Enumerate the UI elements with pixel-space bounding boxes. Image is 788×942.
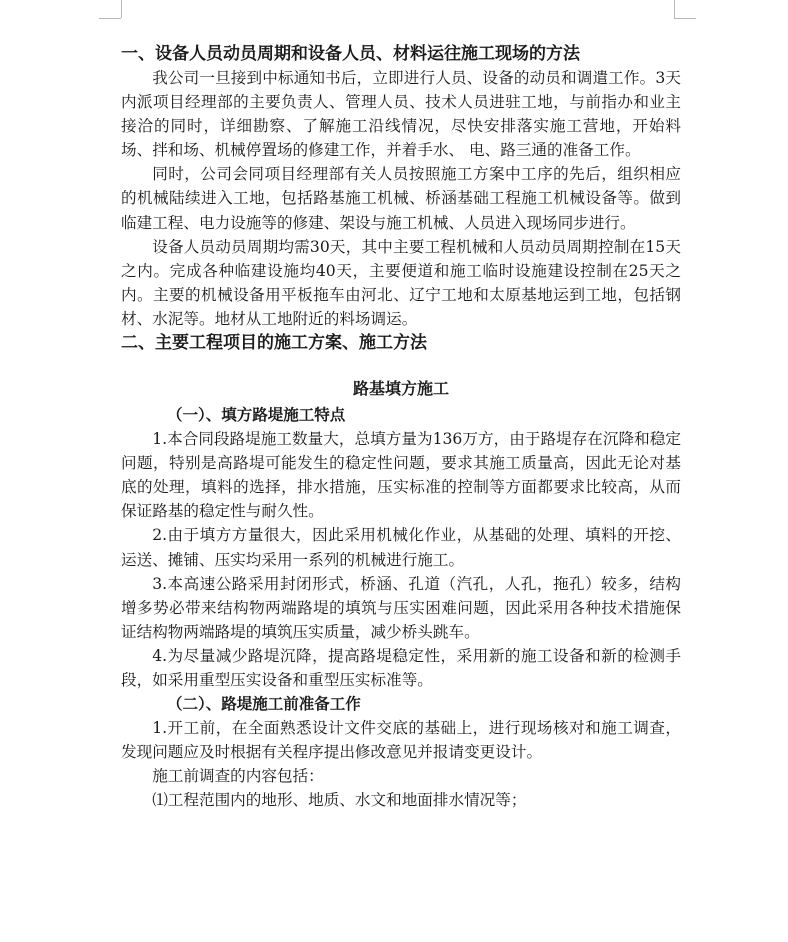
section2-subtitle: 路基填方施工 (352, 379, 449, 399)
subsection1-heading: （一）、填方路堤施工特点 (167, 406, 346, 425)
subsection2-heading: （二）、路堤施工前准备工作 (167, 695, 361, 714)
crop-mark-top-left (121, 0, 122, 18)
subsection2-paragraph: 施工前调查的内容包括： (152, 767, 324, 786)
subsection1-paragraph: 2.由于填方方量很大，因此采用机械化作业，从基础的处理、填料的开挖、运送、摊铺、压实均采用一系列的机械进行施工。 (121, 526, 681, 569)
subsection1-paragraph: 3.本高速公路采用封闭形式，桥涵、孔道（汽孔，人孔，拖孔）较多，结构增多势必带来结构物两端路堤的填筑与压实困难问题，因此采用各种技术措施保证结构物两端路堤的填筑压实质量，减少桥头跳车。 (121, 574, 681, 641)
section1-paragraph: 设备人员动员周期均需30天，其中主要工程机械和人员动员周期控制在15天之内。完成各种临建设施均40天，主要便道和施工临时设施建设控制在25天之内。主要的机械设备用平板拖车由河北、辽宁工地和太原基地运到工地，包括钢材、水泥等。地材从工地附近的料场调运。 (121, 237, 681, 328)
subsection2-paragraph: 1.开工前，在全面熟悉设计文件交底的基础上，进行现场核对和施工调查，发现问题应及时根据有关程序提出修改意见并报请变更设计。 (121, 719, 681, 762)
section1-heading: 一、设备人员动员周期和设备人员、材料运往施工现场的方法 (121, 44, 580, 64)
subsection1-paragraph: 1.本合同段路堤施工数量大，总填方量为136万方，由于路堤存在沉降和稳定问题，特别是高路堤可能发生的稳定性问题，要求其施工质量高，因此无论对基底的处理，填料的选择，排水措施，压实标准的控制等方面都要求比较高，从而保证路基的稳定性与耐久性。 (121, 430, 681, 521)
section1-paragraph: 同时，公司会同项目经理部有关人员按照施工方案中工序的先后，组织相应的机械陆续进入工地，包括路基施工机械、桥涵基础工程施工机械设备等。做到临建工程、电力设施等的修建、架设与施工机械、人员进入现场同步进行。 (121, 165, 681, 232)
section2-heading: 二、主要工程项目的施工方案、施工方法 (121, 333, 427, 354)
crop-mark-top-right (674, 0, 675, 18)
section1-paragraph: 我公司一旦接到中标通知书后，立即进行人员、设备的动员和调遣工作。3天内派项目经理部的主要负责人、管理人员、技术人员进驻工地，与前指办和业主接洽的同时，详细勘察、了解施工沿线情况，尽快安排落实施工营地，开始料场、拌和场、机械停置场的修建工作，并着手水、 电、路三通的准备工作。 (121, 69, 681, 160)
crop-mark-top-right-horizontal (674, 18, 696, 19)
subsection2-paragraph: ⑴工程范围内的地形、地质、水文和地面排水情况等； (152, 791, 527, 810)
subsection1-paragraph: 4.为尽量减少路堤沉降，提高路堤稳定性，采用新的施工设备和新的检测手段，如采用重型压实设备和重型压实标准等。 (121, 646, 681, 689)
document-body (121, 42, 681, 812)
crop-mark-top-left-horizontal (99, 18, 121, 19)
